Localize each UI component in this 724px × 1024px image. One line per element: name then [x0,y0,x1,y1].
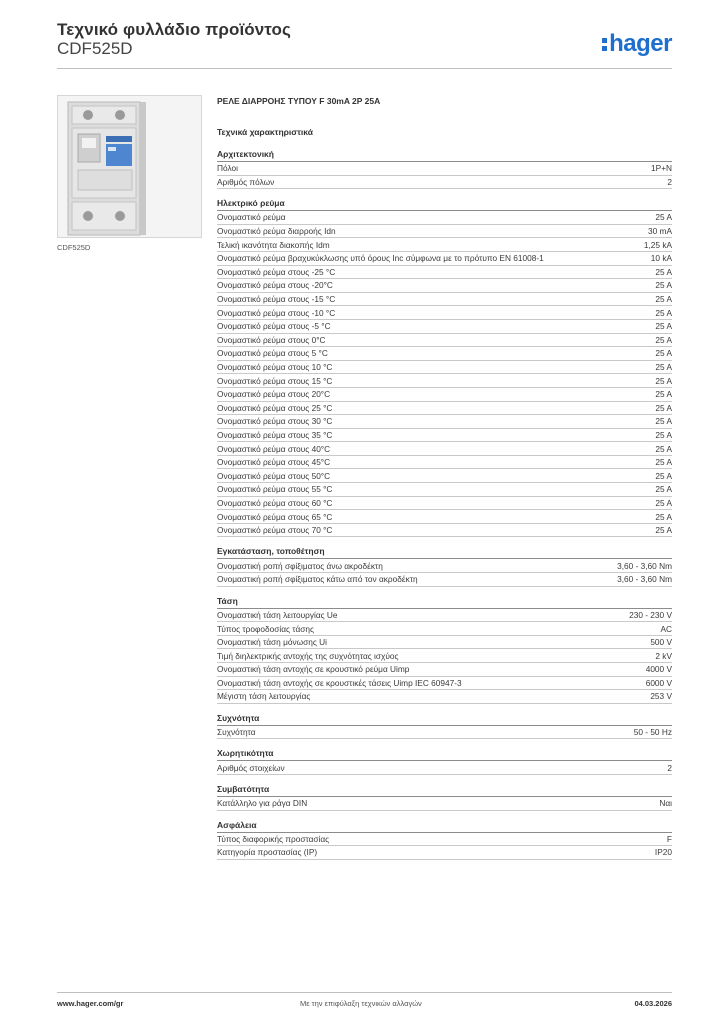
spec-row [217,797,672,811]
spec-label: Ονομαστικό ρεύμα στους 70 °C [217,525,333,536]
spec-label: Ονομαστικό ρεύμα στους -5 °C [217,321,331,332]
spec-label: Ονομαστικό ρεύμα στους -15 °C [217,294,336,305]
product-code: CDF525D [57,39,133,58]
spec-label: Ονομαστικό ρεύμα στους 20°C [217,389,331,400]
spec-section [217,198,672,537]
hager-logo[interactable] [602,30,672,58]
spec-label: Συχνότητα [217,727,256,738]
spec-label: Ονομαστική τάση αντοχής σε κρουστικές τάσεις Uimp IEC 60947-3 [217,677,462,688]
spec-value: 25 A [655,212,672,223]
spec-value: 25 A [655,389,672,400]
spec-value: 25 A [655,457,672,468]
spec-value: 10 kA [650,253,672,264]
spec-value: 25 A [655,321,672,332]
spec-row [217,649,672,663]
footer-divider [57,992,672,993]
spec-label: Ονομαστική ροπή σφίξιματος άνω ακροδέκτη [217,560,383,571]
spec-value: 2 kV [655,650,672,661]
footer-date: 04.03.2026 [634,999,672,1008]
spec-label: Ονομαστικό ρεύμα στους 35 °C [217,429,333,440]
spec-value: 25 A [655,348,672,359]
spec-section [217,149,672,189]
product-name: ΡΕΛΕ ΔΙΑΡΡΟΗΣ ΤΥΠΟΥ F 30mA 2P 25A [217,96,381,106]
spec-label: Ονομαστικό ρεύμα στους 10 °C [217,362,333,373]
spec-row [217,497,672,511]
spec-row [217,559,672,573]
spec-label: Τελική ικανότητα διακοπής Idm [217,239,330,250]
spec-value: 50 - 50 Hz [633,727,672,738]
logo-dots-icon [602,38,607,51]
section-title: Αρχιτεκτονική [217,149,672,162]
spec-row [217,609,672,623]
spec-value: 25 A [655,294,672,305]
spec-row [217,320,672,334]
spec-value: 25 A [655,525,672,536]
spec-row [217,252,672,266]
spec-row [217,347,672,361]
spec-row [217,846,672,860]
product-image [57,95,202,238]
spec-value: 253 V [650,691,672,702]
circuit-breaker-illustration [58,96,201,237]
spec-label: Κατάλληλο για ράγα DIN [217,798,308,809]
spec-section [217,546,672,586]
spec-label: Ονομαστικό ρεύμα στους 50°C [217,470,331,481]
spec-label: Ονομαστικό ρεύμα [217,212,286,223]
spec-value: 25 A [655,429,672,440]
spec-value: 30 mA [648,226,672,237]
spec-row [217,334,672,348]
spec-value: Ναι [659,798,672,809]
spec-row [217,415,672,429]
spec-value: 1P+N [651,163,672,174]
spec-value: 25 A [655,416,672,427]
spec-value: 6000 V [645,677,672,688]
spec-value: 25 A [655,402,672,413]
spec-content [217,96,672,869]
spec-row [217,483,672,497]
spec-section [217,596,672,704]
spec-value: 25 A [655,443,672,454]
section-title: Ασφάλεια [217,820,672,833]
spec-row [217,663,672,677]
footer-disclaimer: Με την επιφύλαξη τεχνικών αλλαγών [300,999,422,1008]
section-title: Συμβατότητα [217,784,672,797]
spec-row [217,374,672,388]
spec-row [217,636,672,650]
spec-label: Αριθμός στοιχείων [217,762,285,773]
spec-sections [217,149,672,860]
spec-label: Ονομαστικό ρεύμα στους 55 °C [217,484,333,495]
spec-row [217,266,672,280]
spec-label: Αριθμός πόλων [217,176,275,187]
spec-label: Ονομαστικό ρεύμα στους -20°C [217,280,333,291]
spec-label: Ονομαστικό ρεύμα στους 5 °C [217,348,328,359]
spec-value: 25 A [655,484,672,495]
spec-label: Τύπος τροφοδοσίας τάσης [217,623,315,634]
section-title: Τάση [217,596,672,609]
spec-value: IP20 [654,847,672,858]
spec-row [217,690,672,704]
spec-value: 2 [667,762,672,773]
spec-row [217,388,672,402]
spec-row [217,176,672,190]
spec-row [217,162,672,176]
spec-value: 25 A [655,375,672,386]
spec-row [217,238,672,252]
spec-row [217,622,672,636]
spec-row [217,573,672,587]
spec-value: 500 V [650,637,672,648]
spec-value: 4000 V [645,664,672,675]
spec-label: Ονομαστικό ρεύμα στους 25 °C [217,402,333,413]
spec-row [217,469,672,483]
spec-row [217,211,672,225]
spec-row [217,726,672,740]
spec-row [217,293,672,307]
spec-value: 25 A [655,362,672,373]
tech-specs-heading: Τεχνικά χαρακτηριστικά [217,127,313,137]
spec-label: Ονομαστικό ρεύμα στους 15 °C [217,375,333,386]
spec-label: Τιμή διηλεκτρικής αντοχής της συχνότητας ισχύος [217,650,399,661]
spec-label: Ονομαστικό ρεύμα στους 60 °C [217,497,333,508]
spec-row [217,442,672,456]
spec-section [217,820,672,860]
spec-label: Ονομαστικό ρεύμα στους 45°C [217,457,331,468]
logo-text: hager [609,30,672,57]
spec-value: AC [660,623,672,634]
spec-value: 25 A [655,266,672,277]
spec-value: 1,25 kA [643,239,672,250]
spec-section [217,713,672,740]
document-title: Τεχνικό φυλλάδιο προϊόντος [57,20,291,39]
spec-row [217,677,672,691]
spec-row [217,429,672,443]
spec-value: 25 A [655,307,672,318]
spec-row [217,524,672,538]
spec-label: Ονομαστικό ρεύμα στους -10 °C [217,307,336,318]
spec-label: Τύπος διαφορικής προστασίας [217,833,330,844]
spec-value: 25 A [655,334,672,345]
spec-label: Ονομαστικό ρεύμα στους -25 °C [217,266,336,277]
spec-value: 25 A [655,280,672,291]
spec-value: 2 [667,176,672,187]
spec-value: 25 A [655,497,672,508]
header-divider [57,68,672,69]
spec-label: Μέγιστη τάση λειτουργίας [217,691,311,702]
spec-label: Ονομαστικό ρεύμα διαρροής Idn [217,226,336,237]
section-title: Εγκατάσταση, τοποθέτηση [217,546,672,559]
spec-label: Ονομαστική τάση αντοχής σε κρουστικό ρεύμα Uimp [217,664,410,675]
spec-value: F [666,833,672,844]
spec-section [217,748,672,775]
spec-row [217,761,672,775]
image-caption: CDF525D [57,243,91,252]
spec-label: Ονομαστικό ρεύμα στους 40°C [217,443,331,454]
spec-label: Κατηγορία προστασίας (IP) [217,847,318,858]
spec-row [217,833,672,847]
section-title: Χωρητικότητα [217,748,672,761]
spec-value: 25 A [655,470,672,481]
spec-value: 3,60 - 3,60 Nm [617,560,672,571]
spec-row [217,456,672,470]
spec-label: Πόλοι [217,163,238,174]
spec-value: 230 - 230 V [629,609,672,620]
spec-label: Ονομαστικό ρεύμα στους 0°C [217,334,326,345]
spec-row [217,279,672,293]
spec-label: Ονομαστική ροπή σφίξιματος κάτω από τον ακροδέκτη [217,574,418,585]
spec-label: Ονομαστικό ρεύμα στους 65 °C [217,511,333,522]
spec-value: 3,60 - 3,60 Nm [617,574,672,585]
spec-value: 25 A [655,511,672,522]
section-title: Συχνότητα [217,713,672,726]
footer-website-link[interactable]: www.hager.com/gr [57,999,124,1008]
spec-row [217,402,672,416]
spec-label: Ονομαστικό ρεύμα βραχυκύκλωσης υπό όρους Inc σύμφωνα με το πρότυπο EN 61008-1 [217,253,544,264]
section-title: Ηλεκτρικό ρεύμα [217,198,672,211]
spec-label: Ονομαστικό ρεύμα στους 30 °C [217,416,333,427]
spec-label: Ονομαστική τάση λειτουργίας Ue [217,609,338,620]
spec-row [217,225,672,239]
spec-row [217,306,672,320]
spec-row [217,510,672,524]
spec-section [217,784,672,811]
spec-row [217,361,672,375]
spec-label: Ονομαστική τάση μόνωσης Ui [217,637,327,648]
